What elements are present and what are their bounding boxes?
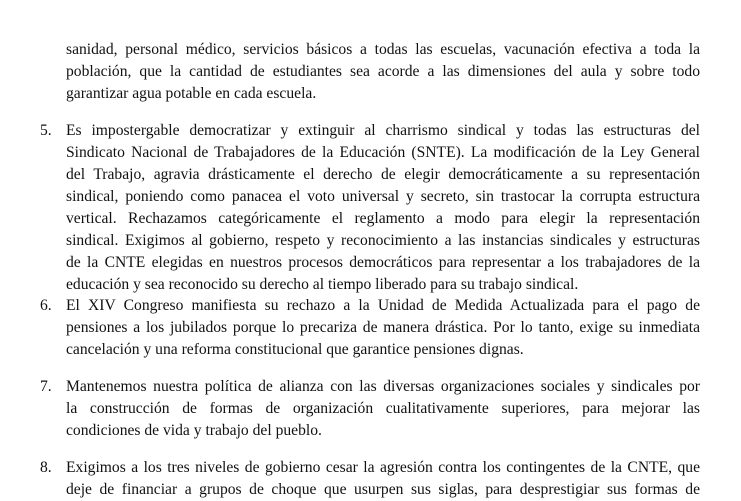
text-line: cancelación y una reforma constitucional que garantice pensiones dignas. <box>66 341 524 358</box>
item-paragraph <box>66 376 700 442</box>
text-line: sanidad, personal médico, servicios básicos a todas las escuelas, vacunación efectiva a toda la <box>66 41 700 58</box>
text-line: sindical, poniendo como panacea el voto universal y secreto, sin trastocar la corrupta estructura <box>66 188 700 205</box>
text-line: sindical. Exigimos al gobierno, respeto y reconocimiento a las instancias sindicales y estructuras <box>66 232 700 249</box>
text-line: de la CNTE elegidas en nuestros procesos democráticos para representar a los trabajadores de la <box>66 254 700 271</box>
text-line: El XIV Congreso manifiesta su rechazo a la Unidad de Medida Actualizada para el pago de <box>66 297 700 314</box>
item-paragraph <box>66 120 700 296</box>
item-number: 7. <box>40 378 52 395</box>
text-line: garantizar agua potable en cada escuela. <box>66 85 317 102</box>
text-line: Sindicato Nacional de Trabajadores de la Educación (SNTE). La modificación de la Ley General <box>66 144 700 161</box>
text-line: Exigimos a los tres niveles de gobierno cesar la agresión contra los contingentes de la CNTE, que <box>66 459 700 476</box>
text-line: la construcción de formas de organización cualitativamente superiores, para mejorar las <box>66 400 700 417</box>
text-line: condiciones de vida y trabajo del pueblo. <box>66 422 322 439</box>
text-line: pensiones a los jubilados porque lo precariza de manera drástica. Por lo tanto, exige su inmediata <box>66 319 700 336</box>
text-line: del Trabajo, agravia drásticamente el derecho de elegir democráticamente a su representación <box>66 166 700 183</box>
text-line: población, que la cantidad de estudiantes sea acorde a las dimensiones del aula y sobre todo <box>66 63 700 80</box>
text-line: vertical. Rechazamos categóricamente el reglamento a modo para elegir la representación <box>66 210 700 227</box>
continuation-paragraph <box>66 39 700 105</box>
item-paragraph <box>66 295 700 361</box>
text-line: Es impostergable democratizar y extinguir al charrismo sindical y todas las estructuras del <box>66 122 700 139</box>
text-line: educación y sea reconocido su derecho al tiempo liberado para su trabajo sindical. <box>66 276 579 293</box>
item-number: 8. <box>40 459 52 476</box>
item-number: 5. <box>40 122 52 139</box>
text-line: Mantenemos nuestra política de alianza con las diversas organizaciones sociales y sindicales por <box>66 378 700 395</box>
item-number: 6. <box>40 297 52 314</box>
text-line: deje de financiar a grupos de choque que usurpen sus siglas, para desprestigiar sus formas de <box>66 481 700 498</box>
item-paragraph <box>66 457 700 501</box>
